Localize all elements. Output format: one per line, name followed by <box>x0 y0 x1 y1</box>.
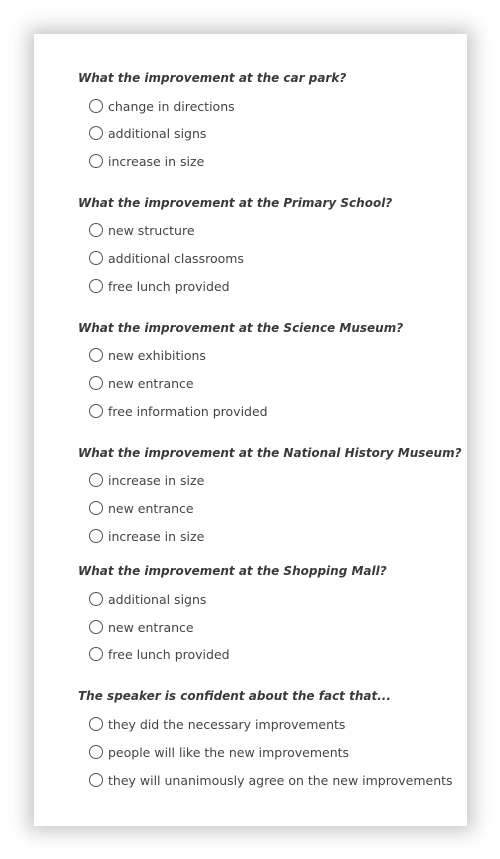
q4-option-1[interactable] <box>89 472 204 488</box>
question-2-title: What the improvement at the Primary School? <box>78 196 393 210</box>
option-label: increase in size <box>108 472 205 488</box>
q4-option-3[interactable] <box>89 528 204 544</box>
radio-button[interactable] <box>89 529 103 543</box>
question-1-title: What the improvement at the car park? <box>78 71 347 85</box>
radio-button[interactable] <box>89 126 103 140</box>
q6-option-3[interactable] <box>89 772 453 788</box>
option-label: increase in size <box>108 528 205 544</box>
q3-option-3[interactable] <box>89 403 268 419</box>
q1-option-3[interactable] <box>89 153 204 169</box>
q6-option-2[interactable] <box>89 744 349 760</box>
radio-button[interactable] <box>89 501 103 515</box>
option-label: people will like the new improvements <box>108 744 350 760</box>
radio-button[interactable] <box>89 473 103 487</box>
q2-option-3[interactable] <box>89 278 230 294</box>
option-label: new structure <box>108 222 195 238</box>
q1-option-2[interactable] <box>89 125 206 141</box>
radio-button[interactable] <box>89 279 103 293</box>
question-6-title: The speaker is confident about the fact that... <box>78 689 391 703</box>
option-label: new entrance <box>108 619 194 635</box>
radio-button[interactable] <box>89 154 103 168</box>
option-label: change in directions <box>108 98 235 114</box>
option-label: additional classrooms <box>108 250 244 266</box>
radio-button[interactable] <box>89 745 103 759</box>
question-4-title: What the improvement at the National History Museum? <box>78 446 462 460</box>
option-label: new entrance <box>108 375 194 391</box>
q3-option-2[interactable] <box>89 375 194 391</box>
radio-button[interactable] <box>89 223 103 237</box>
radio-button[interactable] <box>89 592 103 606</box>
q5-option-2[interactable] <box>89 619 194 635</box>
q1-option-1[interactable] <box>89 98 235 114</box>
radio-button[interactable] <box>89 99 103 113</box>
option-label: they will unanimously agree on the new improvements <box>108 772 453 788</box>
radio-button[interactable] <box>89 404 103 418</box>
q3-option-1[interactable] <box>89 347 206 363</box>
radio-button[interactable] <box>89 348 103 362</box>
q5-option-3[interactable] <box>89 646 230 662</box>
option-label: free lunch provided <box>108 278 230 294</box>
q4-option-2[interactable] <box>89 500 194 516</box>
option-label: additional signs <box>108 591 207 607</box>
radio-button[interactable] <box>89 251 103 265</box>
option-label: free lunch provided <box>108 646 230 662</box>
question-3-title: What the improvement at the Science Museum? <box>78 321 404 335</box>
option-label: new exhibitions <box>108 347 206 363</box>
option-label: additional signs <box>108 125 207 141</box>
q2-option-1[interactable] <box>89 222 195 238</box>
radio-button[interactable] <box>89 376 103 390</box>
q5-option-1[interactable] <box>89 591 206 607</box>
q2-option-2[interactable] <box>89 250 244 266</box>
radio-button[interactable] <box>89 773 103 787</box>
question-5-title: What the improvement at the Shopping Mall? <box>78 564 387 578</box>
option-label: free information provided <box>108 403 268 419</box>
option-label: increase in size <box>108 153 205 169</box>
option-label: new entrance <box>108 500 194 516</box>
q6-option-1[interactable] <box>89 716 345 732</box>
radio-button[interactable] <box>89 717 103 731</box>
radio-button[interactable] <box>89 620 103 634</box>
radio-button[interactable] <box>89 647 103 661</box>
option-label: they did the necessary improvements <box>108 716 346 732</box>
